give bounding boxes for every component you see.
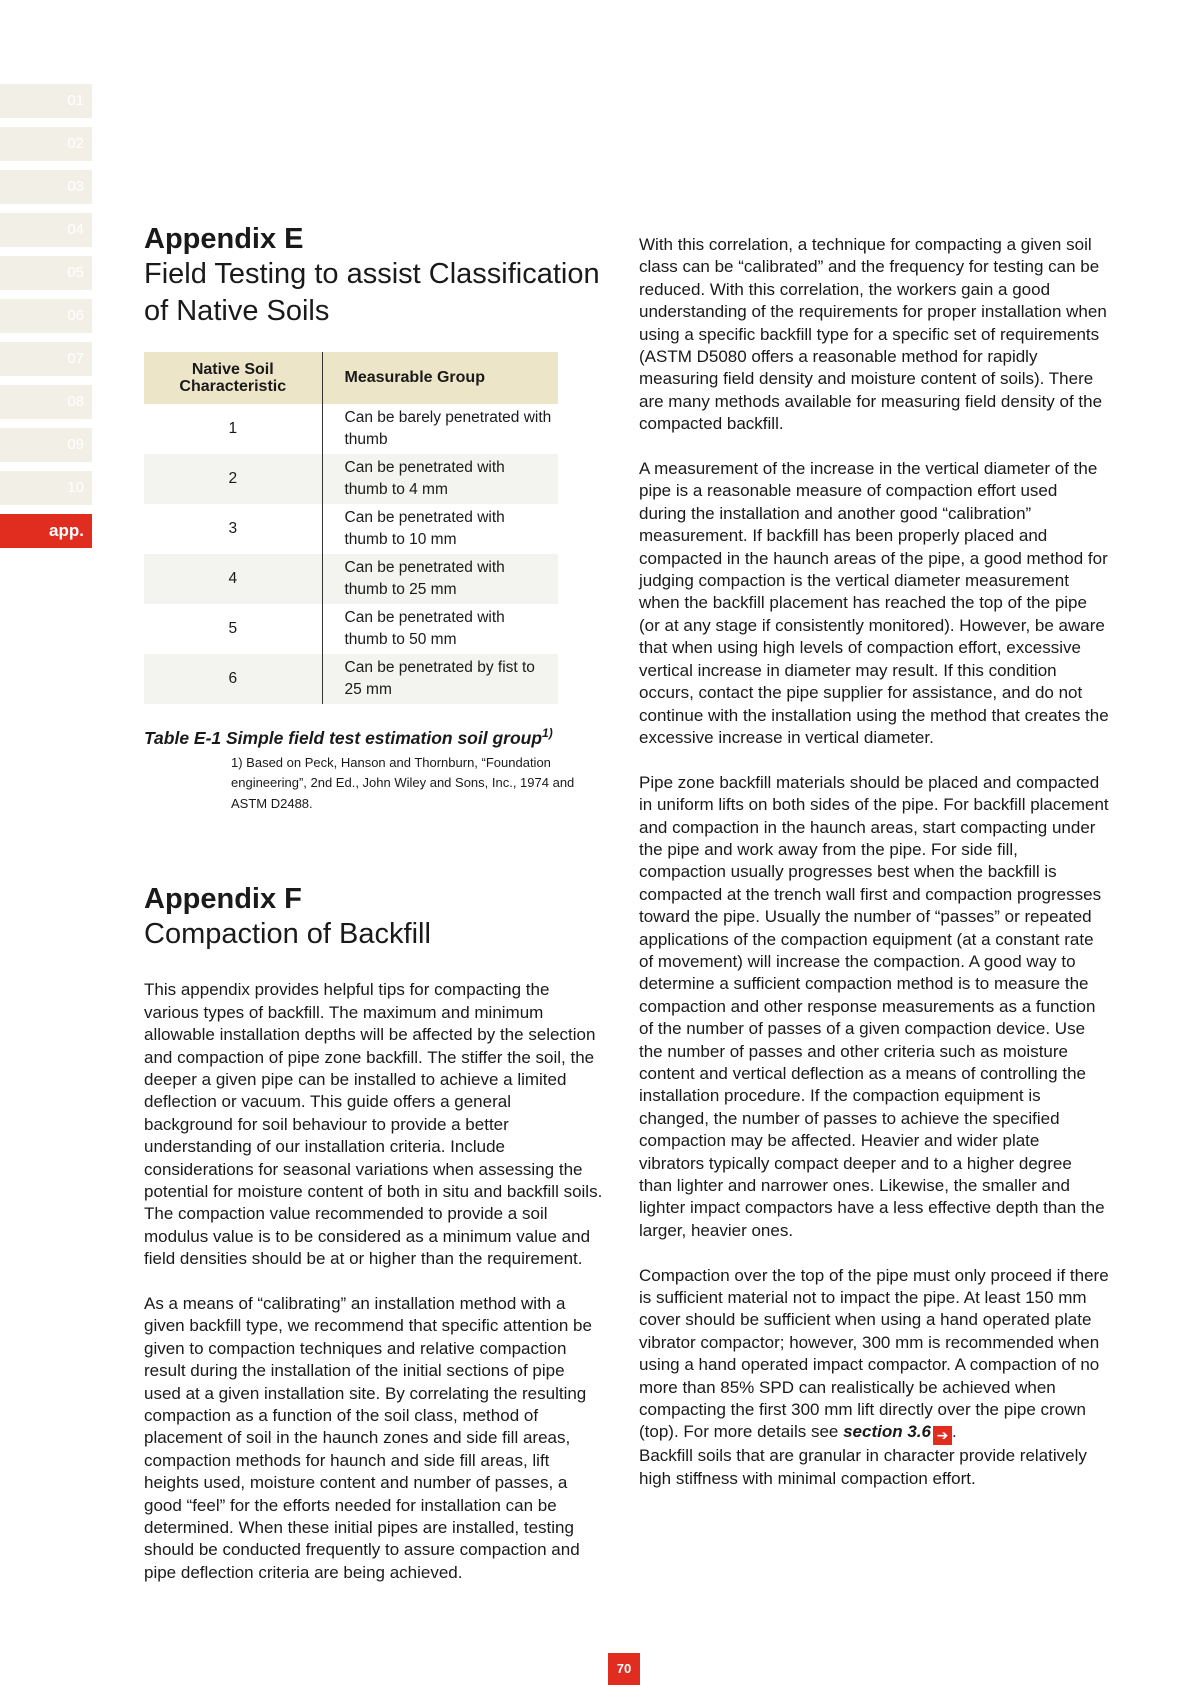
chapter-tabs [0, 84, 92, 557]
appendix-f-subtitle: Compaction of Backfill [144, 918, 431, 951]
appendix-f-title: Appendix F [144, 883, 302, 916]
table-cell-id: 6 [144, 654, 322, 704]
table-row [144, 604, 558, 654]
table-cell-text: Can be penetrated with thumb to 4 mm [322, 454, 558, 504]
chapter-tab-09[interactable]: 09 [0, 428, 92, 462]
appendix-f-body [144, 979, 604, 1584]
table-cell-id: 1 [144, 404, 322, 454]
table-row [144, 454, 558, 504]
table-cell-text: Can be penetrated with thumb to 10 mm [344, 509, 505, 548]
paragraph: As a means of “calibrating” an installation method with a given backfill type, we recommend that specific attention be given to compaction techniques and relative compaction result during the installation of the initial sections of pipe used at a given installation site. By correlating the resulting compaction as a function of the soil class, method of placement of soil in the haunch zones and side fill areas, compaction methods for haunch and side fill areas, lift heights used, moisture content and number of passes, a good “feel” for the efforts needed for installation can be determined. When these initial pipes are installed, testing should be conducted frequently to assure compaction and pipe deflection criteria are being achieved. [144, 1294, 592, 1582]
table-cell-id: 4 [144, 554, 322, 604]
chapter-tab-06[interactable]: 06 [0, 299, 92, 333]
table-cell-text: Can be penetrated with thumb to 25 mm [322, 554, 558, 604]
table-caption [144, 726, 604, 749]
table-row [144, 554, 558, 604]
chapter-tab-01[interactable]: 01 [0, 84, 92, 118]
table-cell-id: 3 [144, 504, 322, 554]
appendix-f-section [144, 882, 604, 1584]
table-row [144, 404, 558, 454]
table-footnote: 1) Based on Peck, Hanson and Thornburn, “Foundation engineering”, 2nd Ed., John Wiley and Sons, Inc., 1974 and ASTM D2488. [231, 754, 575, 811]
table-row [144, 654, 558, 704]
chapter-tab-appendix[interactable]: app. [0, 514, 92, 548]
paragraph: A measurement of the increase in the vertical diameter of the pipe is a reasonable measure of compaction effort used during the installation and another good “calibration” measurement. If backfill has been properly placed and compacted in the haunch areas of the pipe, a good method for judging compaction is the vertical diameter measurement when the backfill placement has reached the top of the pipe (or at any stage if consistently monitored). However, be aware that when using high levels of compaction effort, excessive vertical increase in diameter may result. If this condition occurs, contact the pipe supplier for assistance, and do not continue with the installation using the method that creates the excessive increase in vertical diameter. [639, 459, 1109, 747]
table-cell-text: Can be penetrated by fist to 25 mm [322, 654, 558, 704]
appendix-e-subtitle-line2: of Native Soils [144, 295, 330, 327]
table-cell-text: Can be barely penetrated with thumb [344, 409, 552, 448]
paragraph-text: Compaction over the top of the pipe must only proceed if there is sufficient material not to impact the pipe. At least 150 mm cover should be sufficient when using a hand operated plate vibrator compactor; however, 300 mm is recommended when using a hand operated impact compactor. A compaction of no more than 85% SPD can realistically be achieved when compacting the first 300 mm lift directly over the pipe crown (top). For more details see [639, 1265, 1109, 1442]
chapter-tab-05[interactable]: 05 [0, 256, 92, 290]
paragraph: Pipe zone backfill materials should be placed and compacted in uniform lifts on both sides of the pipe. For backfill placement and compaction in the haunch areas, start compacting under the pipe and work away from the pipe. For side fill, compaction usually progresses best when the backfill is compacted at the trench wall first and compaction progresses toward the pipe. Usually the number of “passes” or repeated applications of the compaction equipment (at a constant rate of movement) will increase the compaction. A good way to determine a sufficient compaction method is to measure the compaction and other response measurements as a function of the number of passes of a given compaction device. Use the number of passes and other criteria such as moisture content and vertical deflection as a means of controlling the installation procedure. If the compaction equipment is changed, the number of passes to achieve the specified compaction may be affected. Heavier and wider plate vibrators typically compact deeper and to a higher degree than lighter and narrower ones. Likewise, the smaller and lighter impact compactors have a less effective depth than the larger, heavier ones. [639, 772, 1109, 1240]
chapter-tab-07[interactable]: 07 [0, 342, 92, 376]
paragraph [639, 1265, 1109, 1446]
table-cell-id: 5 [144, 604, 322, 654]
chapter-tab-04[interactable]: 04 [0, 213, 92, 247]
appendix-e-title: Appendix E [144, 223, 304, 255]
paragraph: Backfill soils that are granular in character provide relatively high stiffness with minimal compaction effort. [639, 1446, 1087, 1488]
left-column [144, 222, 604, 1607]
arrow-right-icon[interactable]: ➔ [933, 1426, 952, 1445]
table-header-measurable-group: Measurable Group [322, 352, 558, 404]
table-caption-text: Table E-1 Simple field test estimation soil group [144, 727, 543, 748]
right-column [639, 234, 1109, 1513]
paragraph: This appendix provides helpful tips for compacting the various types of backfill. The maximum and minimum allowable installation depths will be affected by the selection and compaction of pipe zone backfill. The stiffer the soil, the deeper a given pipe can be installed to achieve a limited deflection or vacuum. This guide offers a general background for soil behaviour to provide a better understanding of our installation criteria. Include considerations for seasonal variations when assessing the potential for moisture content of both in situ and backfill soils. The compaction value recommended to provide a soil modulus value is to be considered as a minimum value and field densities should be at or higher than the requirement. [144, 980, 603, 1269]
table-cell-text: Can be penetrated with thumb to 50 mm [344, 609, 505, 648]
page-number: 70 [608, 1653, 640, 1685]
paragraph: With this correlation, a technique for compacting a given soil class can be “calibrated” and the frequency for testing can be reduced. With this correlation, the workers gain a good understanding of the requirements for proper installation when using a specific backfill type for a specific set of requirements (ASTM D5080 offers a reasonable method for rapidly measuring field density and moisture content of soils). There are many methods available for measuring field density of the compacted backfill. [639, 235, 1107, 434]
appendix-e-subtitle-line1: Field Testing to assist Classification [144, 258, 600, 290]
soil-group-table [144, 352, 558, 704]
chapter-tab-08[interactable]: 08 [0, 385, 92, 419]
chapter-tab-10[interactable]: 10 [0, 471, 92, 505]
section-3-6-link[interactable]: section 3.6 [843, 1422, 931, 1442]
paragraph-end: . [951, 1422, 957, 1442]
chapter-tab-03[interactable]: 03 [0, 170, 92, 204]
right-body [639, 234, 1109, 1490]
table-header-characteristic: Native Soil Characteristic [144, 352, 322, 404]
table-caption-footnote-mark: 1) [542, 726, 553, 740]
chapter-tab-02[interactable]: 02 [0, 127, 92, 161]
table-cell-id: 2 [144, 454, 322, 504]
table-row [144, 504, 558, 554]
